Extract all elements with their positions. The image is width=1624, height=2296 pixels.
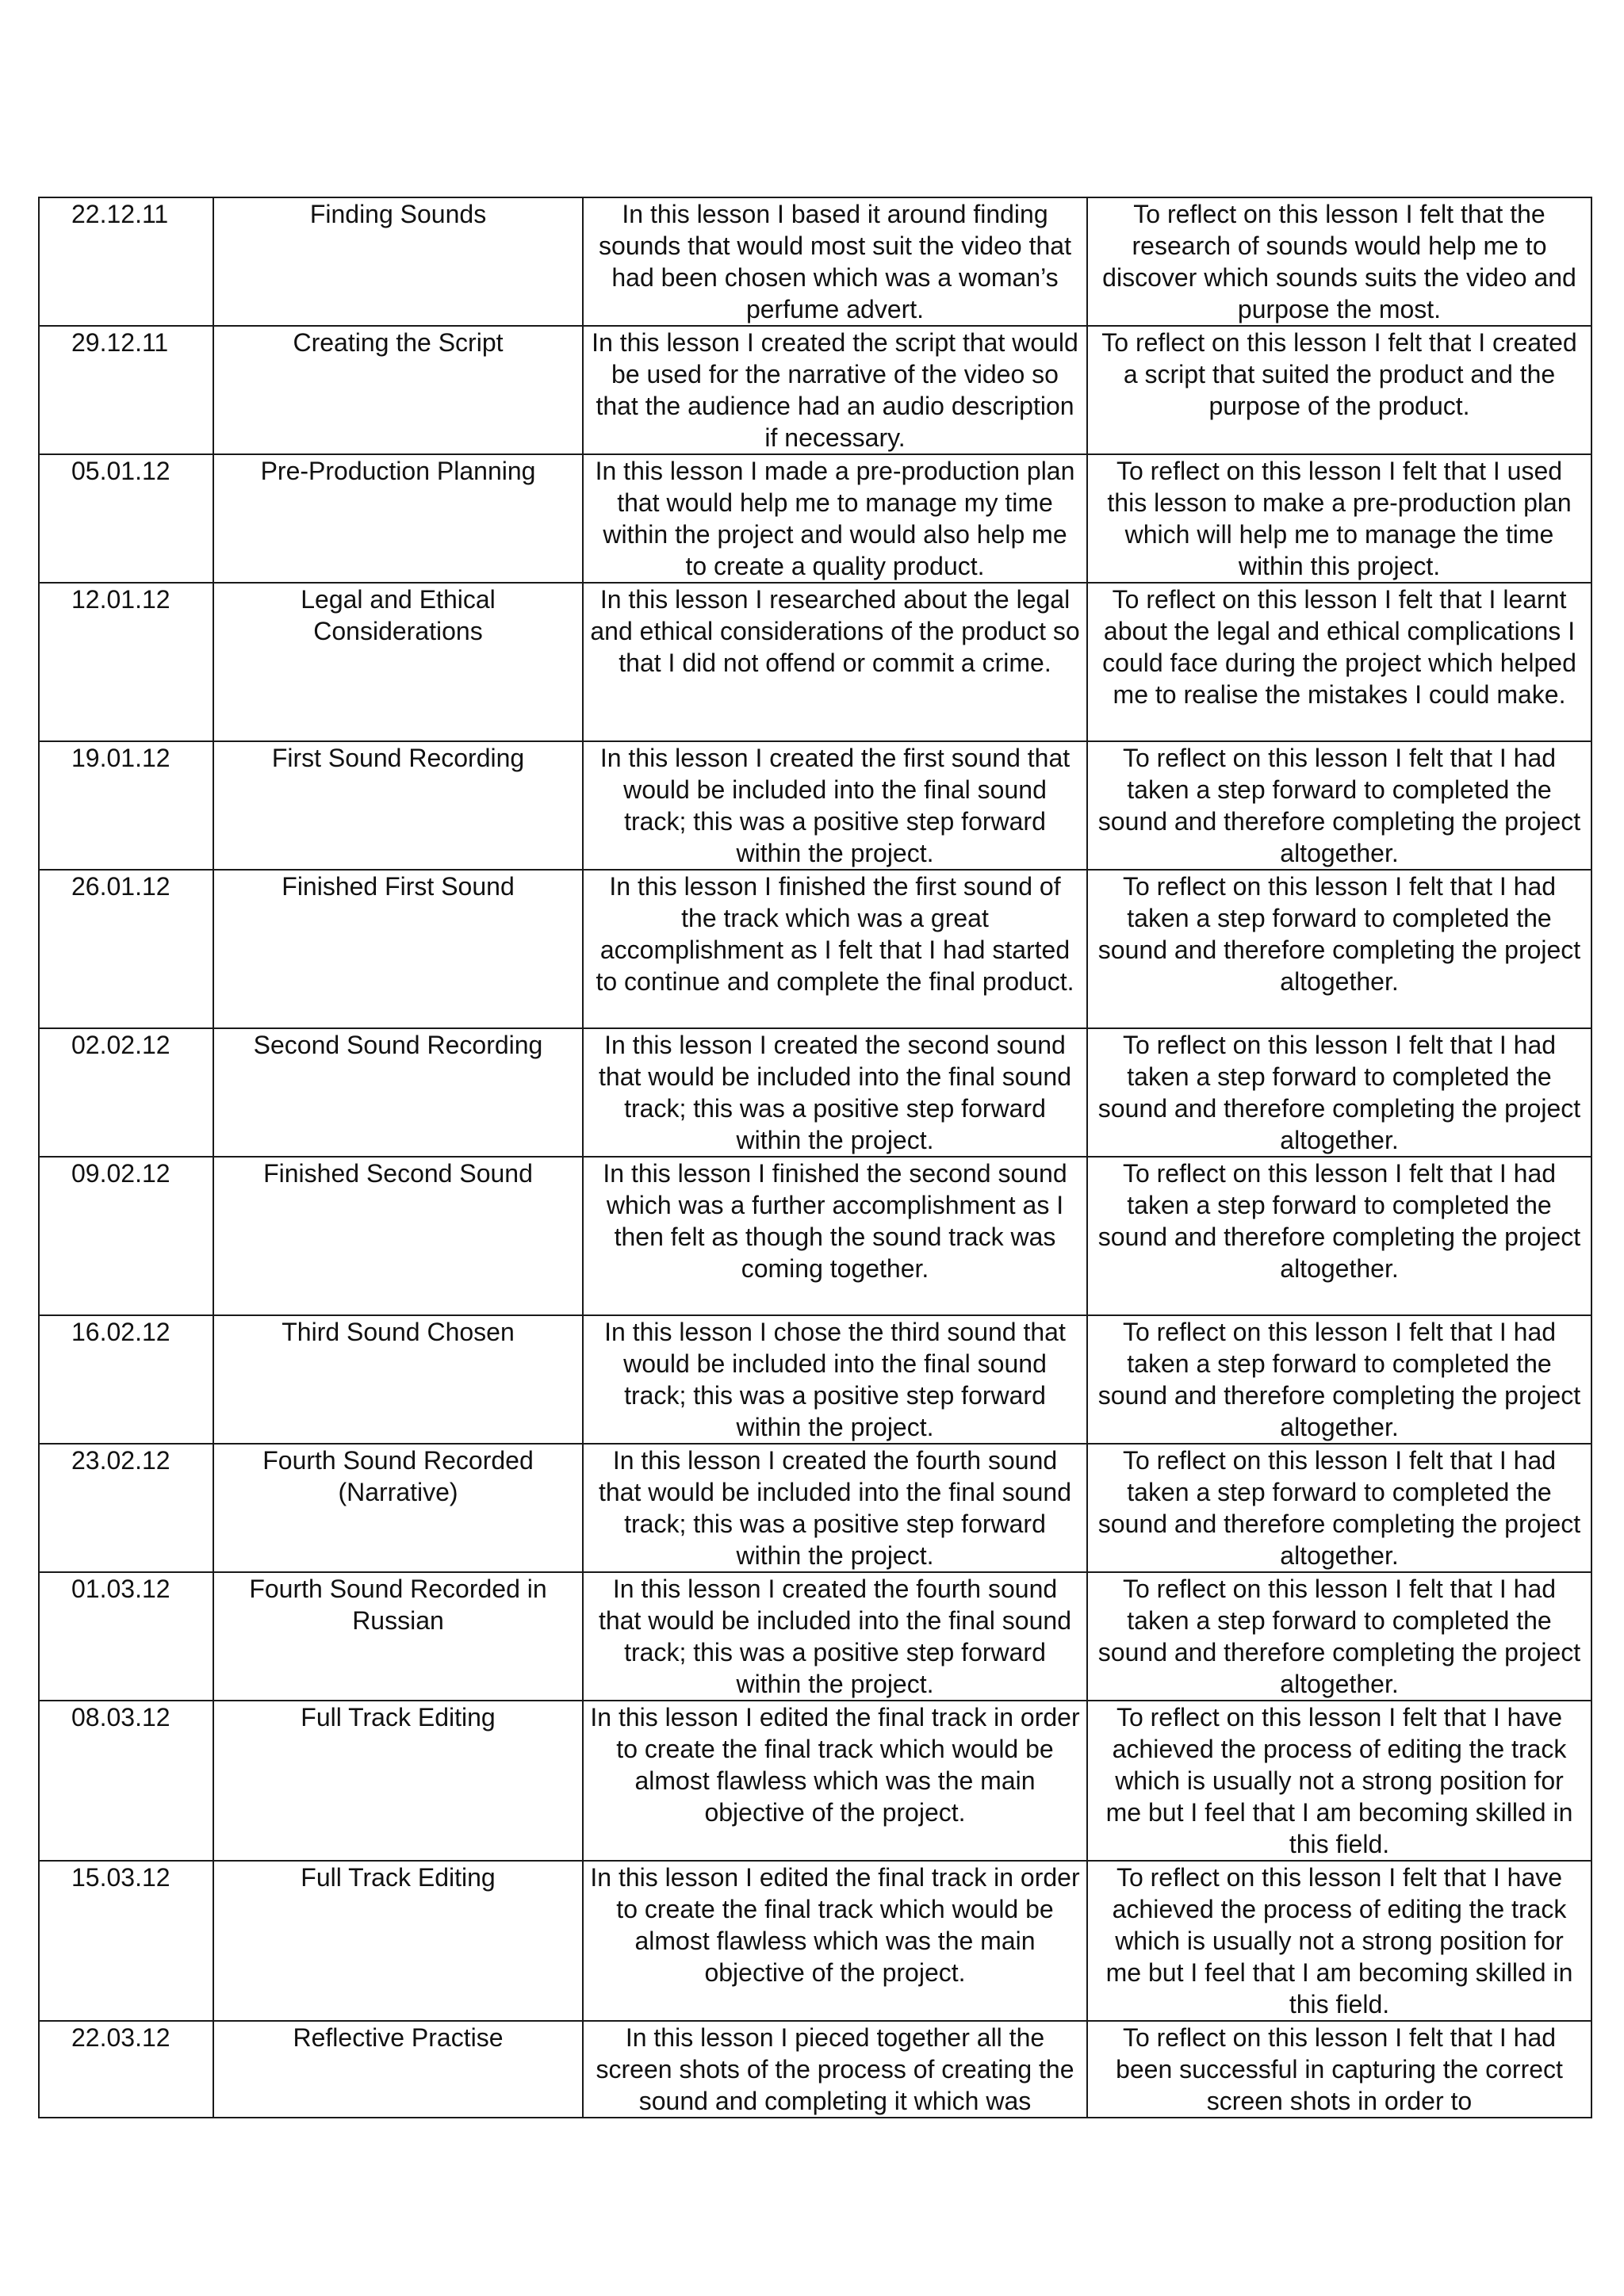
- lesson-date: 22.12.11: [71, 200, 169, 228]
- lesson-date: 05.01.12: [71, 457, 170, 485]
- table-row: [39, 1315, 1591, 1444]
- table-row: [39, 870, 1591, 1028]
- lesson-date: 16.02.12: [71, 1318, 170, 1346]
- lesson-activity: In this lesson I finished the first sound of the track which was a great accomplishment as I felt that I had started to continue and complete the final product.: [596, 872, 1074, 996]
- table-row: [39, 326, 1591, 454]
- lesson-title: Finished Second Sound: [263, 1159, 533, 1188]
- date-cell: [39, 1861, 213, 2021]
- reflection-cell: [1087, 1028, 1591, 1157]
- reflection-cell: [1087, 1572, 1591, 1701]
- lesson-reflection: To reflect on this lesson I felt that I had taken a step forward to completed the sound and therefore completing the project altogether.: [1097, 1318, 1581, 1441]
- lesson-date: 12.01.12: [71, 585, 170, 614]
- lesson-date: 15.03.12: [71, 1863, 170, 1892]
- reflection-cell: [1087, 1157, 1591, 1315]
- reflection-cell: [1087, 583, 1591, 741]
- lesson-title: First Sound Recording: [271, 744, 525, 772]
- title-cell: [213, 741, 583, 870]
- lesson-title: Fourth Sound Recorded in Russian: [249, 1575, 547, 1635]
- activity-cell: [583, 1028, 1087, 1157]
- table-row: [39, 197, 1591, 326]
- activity-cell: [583, 1701, 1087, 1861]
- title-cell: [213, 197, 583, 326]
- lesson-activity: In this lesson I finished the second sound which was a further accomplishment as I then felt as though the sound track was coming together.: [603, 1159, 1067, 1283]
- title-cell: [213, 1315, 583, 1444]
- date-cell: [39, 454, 213, 583]
- activity-cell: [583, 2021, 1087, 2118]
- activity-cell: [583, 326, 1087, 454]
- reflection-cell: [1087, 870, 1591, 1028]
- lesson-reflection: To reflect on this lesson I felt that I had taken a step forward to completed the sound and therefore completing the project altogether.: [1097, 744, 1581, 867]
- date-cell: [39, 583, 213, 741]
- date-cell: [39, 1315, 213, 1444]
- lesson-activity: In this lesson I created the fourth sound that would be included into the final sound track; this was a positive step forward within the project.: [599, 1575, 1071, 1698]
- lesson-log-body: [39, 197, 1591, 2118]
- activity-cell: [583, 1157, 1087, 1315]
- date-cell: [39, 1444, 213, 1572]
- lesson-reflection: To reflect on this lesson I felt that the research of sounds would help me to discover which sounds suits the video and purpose the most.: [1102, 200, 1576, 323]
- lesson-date: 23.02.12: [71, 1446, 170, 1475]
- lesson-log-table: [38, 197, 1592, 2118]
- activity-cell: [583, 1444, 1087, 1572]
- activity-cell: [583, 1861, 1087, 2021]
- table-row: [39, 2021, 1591, 2118]
- lesson-title: Full Track Editing: [301, 1863, 496, 1892]
- activity-cell: [583, 583, 1087, 741]
- lesson-title: Pre-Production Planning: [260, 457, 536, 485]
- title-cell: [213, 1444, 583, 1572]
- date-cell: [39, 1028, 213, 1157]
- title-cell: [213, 583, 583, 741]
- lesson-date: 26.01.12: [71, 872, 170, 901]
- reflection-cell: [1087, 1444, 1591, 1572]
- lesson-date: 19.01.12: [71, 744, 170, 772]
- title-cell: [213, 1701, 583, 1861]
- lesson-activity: In this lesson I created the second sound that would be included into the final sound track; this was a positive step forward within the project.: [599, 1031, 1071, 1154]
- table-row: [39, 741, 1591, 870]
- lesson-title: Third Sound Chosen: [282, 1318, 515, 1346]
- date-cell: [39, 1157, 213, 1315]
- lesson-title: Legal and Ethical Considerations: [301, 585, 496, 645]
- date-cell: [39, 2021, 213, 2118]
- lesson-activity: In this lesson I created the script that would be used for the narrative of the video so that the audience had an audio description if necessary.: [592, 328, 1078, 452]
- table-row: [39, 1028, 1591, 1157]
- lesson-reflection: To reflect on this lesson I felt that I have achieved the process of editing the track which is usually not a strong position for me but I feel that I am becoming skilled in this field.: [1105, 1703, 1573, 1858]
- date-cell: [39, 741, 213, 870]
- lesson-title: Second Sound Recording: [253, 1031, 543, 1059]
- lesson-title: Full Track Editing: [301, 1703, 496, 1732]
- activity-cell: [583, 741, 1087, 870]
- activity-cell: [583, 1315, 1087, 1444]
- title-cell: [213, 870, 583, 1028]
- reflection-cell: [1087, 197, 1591, 326]
- reflection-cell: [1087, 1861, 1591, 2021]
- date-cell: [39, 326, 213, 454]
- lesson-reflection: To reflect on this lesson I felt that I had been successful in capturing the correct screen shots in order to: [1116, 2023, 1563, 2115]
- lesson-title: Finished First Sound: [282, 872, 515, 901]
- lesson-activity: In this lesson I chose the third sound that would be included into the final sound track; this was a positive step forward within the project.: [604, 1318, 1066, 1441]
- lesson-date: 09.02.12: [71, 1159, 170, 1188]
- title-cell: [213, 454, 583, 583]
- table-row: [39, 454, 1591, 583]
- date-cell: [39, 870, 213, 1028]
- activity-cell: [583, 870, 1087, 1028]
- lesson-date: 22.03.12: [71, 2023, 170, 2052]
- lesson-reflection: To reflect on this lesson I felt that I used this lesson to make a pre-production plan which will help me to manage the time within this project.: [1107, 457, 1572, 580]
- reflection-cell: [1087, 326, 1591, 454]
- lesson-title: Creating the Script: [293, 328, 504, 357]
- lesson-reflection: To reflect on this lesson I felt that I learnt about the legal and ethical complications I could face during the project which helped me to realise the mistakes I could make.: [1102, 585, 1576, 709]
- lesson-reflection: To reflect on this lesson I felt that I created a script that suited the product and the purpose of the product.: [1101, 328, 1577, 420]
- lesson-activity: In this lesson I edited the final track in order to create the final track which would be almost flawless which was the main objective of the project.: [590, 1703, 1080, 1827]
- lesson-date: 08.03.12: [71, 1703, 170, 1732]
- reflection-cell: [1087, 2021, 1591, 2118]
- lesson-reflection: To reflect on this lesson I felt that I had taken a step forward to completed the sound and therefore completing the project altogether.: [1097, 872, 1581, 996]
- table-row: [39, 1157, 1591, 1315]
- lesson-activity: In this lesson I based it around finding sounds that would most suit the video that had been chosen which was a woman’s perfume advert.: [599, 200, 1071, 323]
- table-row: [39, 1444, 1591, 1572]
- lesson-reflection: To reflect on this lesson I felt that I have achieved the process of editing the track which is usually not a strong position for me but I feel that I am becoming skilled in this field.: [1105, 1863, 1573, 2019]
- date-cell: [39, 1701, 213, 1861]
- lesson-activity: In this lesson I researched about the legal and ethical considerations of the product so that I did not offend or commit a crime.: [590, 585, 1080, 677]
- title-cell: [213, 1028, 583, 1157]
- lesson-date: 29.12.11: [71, 328, 169, 357]
- lesson-activity: In this lesson I created the first sound that would be included into the final sound track; this was a positive step forward within the project.: [599, 744, 1071, 867]
- date-cell: [39, 1572, 213, 1701]
- lesson-date: 02.02.12: [71, 1031, 170, 1059]
- lesson-title: Reflective Practise: [293, 2023, 504, 2052]
- lesson-reflection: To reflect on this lesson I felt that I had taken a step forward to completed the sound and therefore completing the project altogether.: [1097, 1575, 1581, 1698]
- title-cell: [213, 1572, 583, 1701]
- lesson-reflection: To reflect on this lesson I felt that I had taken a step forward to completed the sound and therefore completing the project altogether.: [1097, 1446, 1581, 1570]
- lesson-title: Finding Sounds: [309, 200, 487, 228]
- lesson-activity: In this lesson I made a pre-production plan that would help me to manage my time within the project and would also help me to create a quality product.: [595, 457, 1075, 580]
- activity-cell: [583, 197, 1087, 326]
- activity-cell: [583, 454, 1087, 583]
- lesson-reflection: To reflect on this lesson I felt that I had taken a step forward to completed the sound and therefore completing the project altogether.: [1097, 1159, 1581, 1283]
- date-cell: [39, 197, 213, 326]
- reflection-cell: [1087, 454, 1591, 583]
- reflection-cell: [1087, 1315, 1591, 1444]
- title-cell: [213, 1157, 583, 1315]
- table-row: [39, 583, 1591, 741]
- title-cell: [213, 2021, 583, 2118]
- title-cell: [213, 1861, 583, 2021]
- lesson-title: Fourth Sound Recorded (Narrative): [262, 1446, 534, 1506]
- reflection-cell: [1087, 1701, 1591, 1861]
- lesson-date: 01.03.12: [71, 1575, 170, 1603]
- lesson-activity: In this lesson I pieced together all the screen shots of the process of creating the sound and completing it which was: [596, 2023, 1074, 2115]
- title-cell: [213, 326, 583, 454]
- reflection-cell: [1087, 741, 1591, 870]
- activity-cell: [583, 1572, 1087, 1701]
- table-row: [39, 1861, 1591, 2021]
- lesson-activity: In this lesson I edited the final track in order to create the final track which would be almost flawless which was the main objective of the project.: [590, 1863, 1080, 1987]
- lesson-activity: In this lesson I created the fourth sound that would be included into the final sound track; this was a positive step forward within the project.: [599, 1446, 1071, 1570]
- lesson-reflection: To reflect on this lesson I felt that I had taken a step forward to completed the sound and therefore completing the project altogether.: [1097, 1031, 1581, 1154]
- table-row: [39, 1572, 1591, 1701]
- table-row: [39, 1701, 1591, 1861]
